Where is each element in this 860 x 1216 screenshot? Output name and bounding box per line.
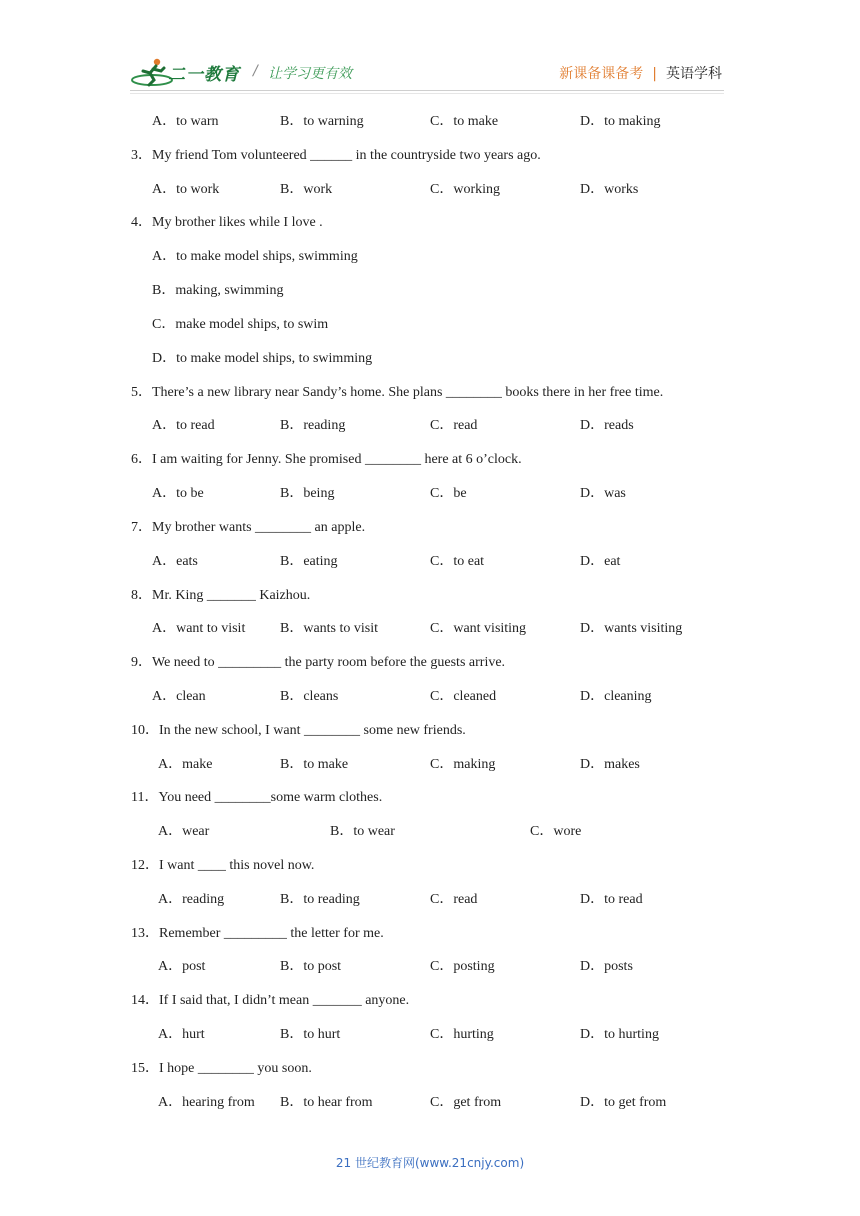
option: A．post [158, 959, 206, 974]
option: D．posts [580, 959, 633, 974]
option: D．eat [580, 554, 621, 569]
question-7: 7．My brother wants ________ an apple. [131, 520, 366, 535]
option: C．want visiting [430, 621, 527, 636]
option: C．get from [430, 1095, 502, 1110]
option: A．hearing from [158, 1095, 255, 1110]
option: A．want to visit [152, 621, 246, 636]
option: D．to hurting [580, 1027, 659, 1042]
option: A．to be [152, 486, 204, 501]
question-13: 13．Remember _________ the letter for me. [131, 926, 384, 941]
question-4: 4．My brother likes while I love . [131, 215, 323, 230]
option: C．cleaned [430, 689, 497, 704]
option: A．clean [152, 689, 206, 704]
option: B．eating [280, 554, 338, 569]
option: D．to make model ships, to swimming [152, 351, 373, 366]
course-label: 新课备课备考 [559, 66, 644, 82]
option: D．makes [580, 757, 640, 772]
option: A．hurt [158, 1027, 205, 1042]
question-6: 6．I am waiting for Jenny. She promised ________ here at 6 o’clock. [131, 452, 522, 467]
question-11: 11．You need ________some warm clothes. [131, 790, 383, 805]
option: B．making, swimming [152, 283, 284, 298]
option: B．to reading [280, 892, 360, 907]
option: B．work [280, 182, 333, 197]
option: D．to get from [580, 1095, 667, 1110]
option: D．cleaning [580, 689, 652, 704]
option: B．wants to visit [280, 621, 379, 636]
option: D．works [580, 182, 639, 197]
question-10: 10．In the new school, I want ________ some new friends. [131, 723, 466, 738]
option: A．to read [152, 418, 215, 433]
question-12: 12．I want ____ this novel now. [131, 858, 315, 873]
slogan: 让学习更有效 [268, 66, 352, 82]
question-3: 3．My friend Tom volunteered ______ in the countryside two years ago. [131, 148, 541, 163]
option: D．wants visiting [580, 621, 683, 636]
question-8: 8．Mr. King _______ Kaizhou. [131, 588, 311, 603]
header-slash: / [253, 63, 258, 79]
subject-label: 英语学科 [666, 66, 722, 82]
option: C．wore [530, 824, 582, 839]
option: D．reads [580, 418, 634, 433]
header-right [559, 63, 722, 83]
option: C．posting [430, 959, 495, 974]
option: C．read [430, 892, 478, 907]
header-divider [130, 90, 724, 91]
option: A．to warn [152, 114, 219, 129]
option: C．be [430, 486, 467, 501]
option: C．make model ships, to swim [152, 317, 329, 332]
option: D．was [580, 486, 626, 501]
option: A．to make model ships, swimming [152, 249, 358, 264]
option: D．to read [580, 892, 643, 907]
question-15: 15．I hope ________ you soon. [131, 1061, 312, 1076]
header-divider-secondary [130, 93, 724, 94]
option: B．to warning [280, 114, 364, 129]
option: B．reading [280, 418, 346, 433]
option: D．to making [580, 114, 661, 129]
option: A．to work [152, 182, 220, 197]
page-header [130, 52, 730, 92]
option: B．to hear from [280, 1095, 373, 1110]
page-footer[interactable]: 21 世纪教育网(www.21cnjy.com) [335, 1156, 525, 1170]
option: C．read [430, 418, 478, 433]
option: A．wear [158, 824, 210, 839]
question-9: 9．We need to _________ the party room before the guests arrive. [131, 655, 506, 670]
question-14: 14．If I said that, I didn’t mean _______ anyone. [131, 993, 410, 1008]
option: A．eats [152, 554, 198, 569]
option: C．to make [430, 114, 499, 129]
logo-text: 二一教育 [168, 65, 240, 85]
option: A．make [158, 757, 213, 772]
question-5: 5．There’s a new library near Sandy’s home. She plans ________ books there in her free time. [131, 385, 664, 400]
option: C．making [430, 757, 496, 772]
option: C．to eat [430, 554, 485, 569]
option: B．to wear [330, 824, 395, 839]
option: B．to hurt [280, 1027, 341, 1042]
option: B．being [280, 486, 335, 501]
header-separator: | [652, 66, 657, 82]
option: B．to post [280, 959, 342, 974]
option: A．reading [158, 892, 225, 907]
option: B．cleans [280, 689, 339, 704]
option: C．working [430, 182, 500, 197]
option: B．to make [280, 757, 349, 772]
option: C．hurting [430, 1027, 494, 1042]
